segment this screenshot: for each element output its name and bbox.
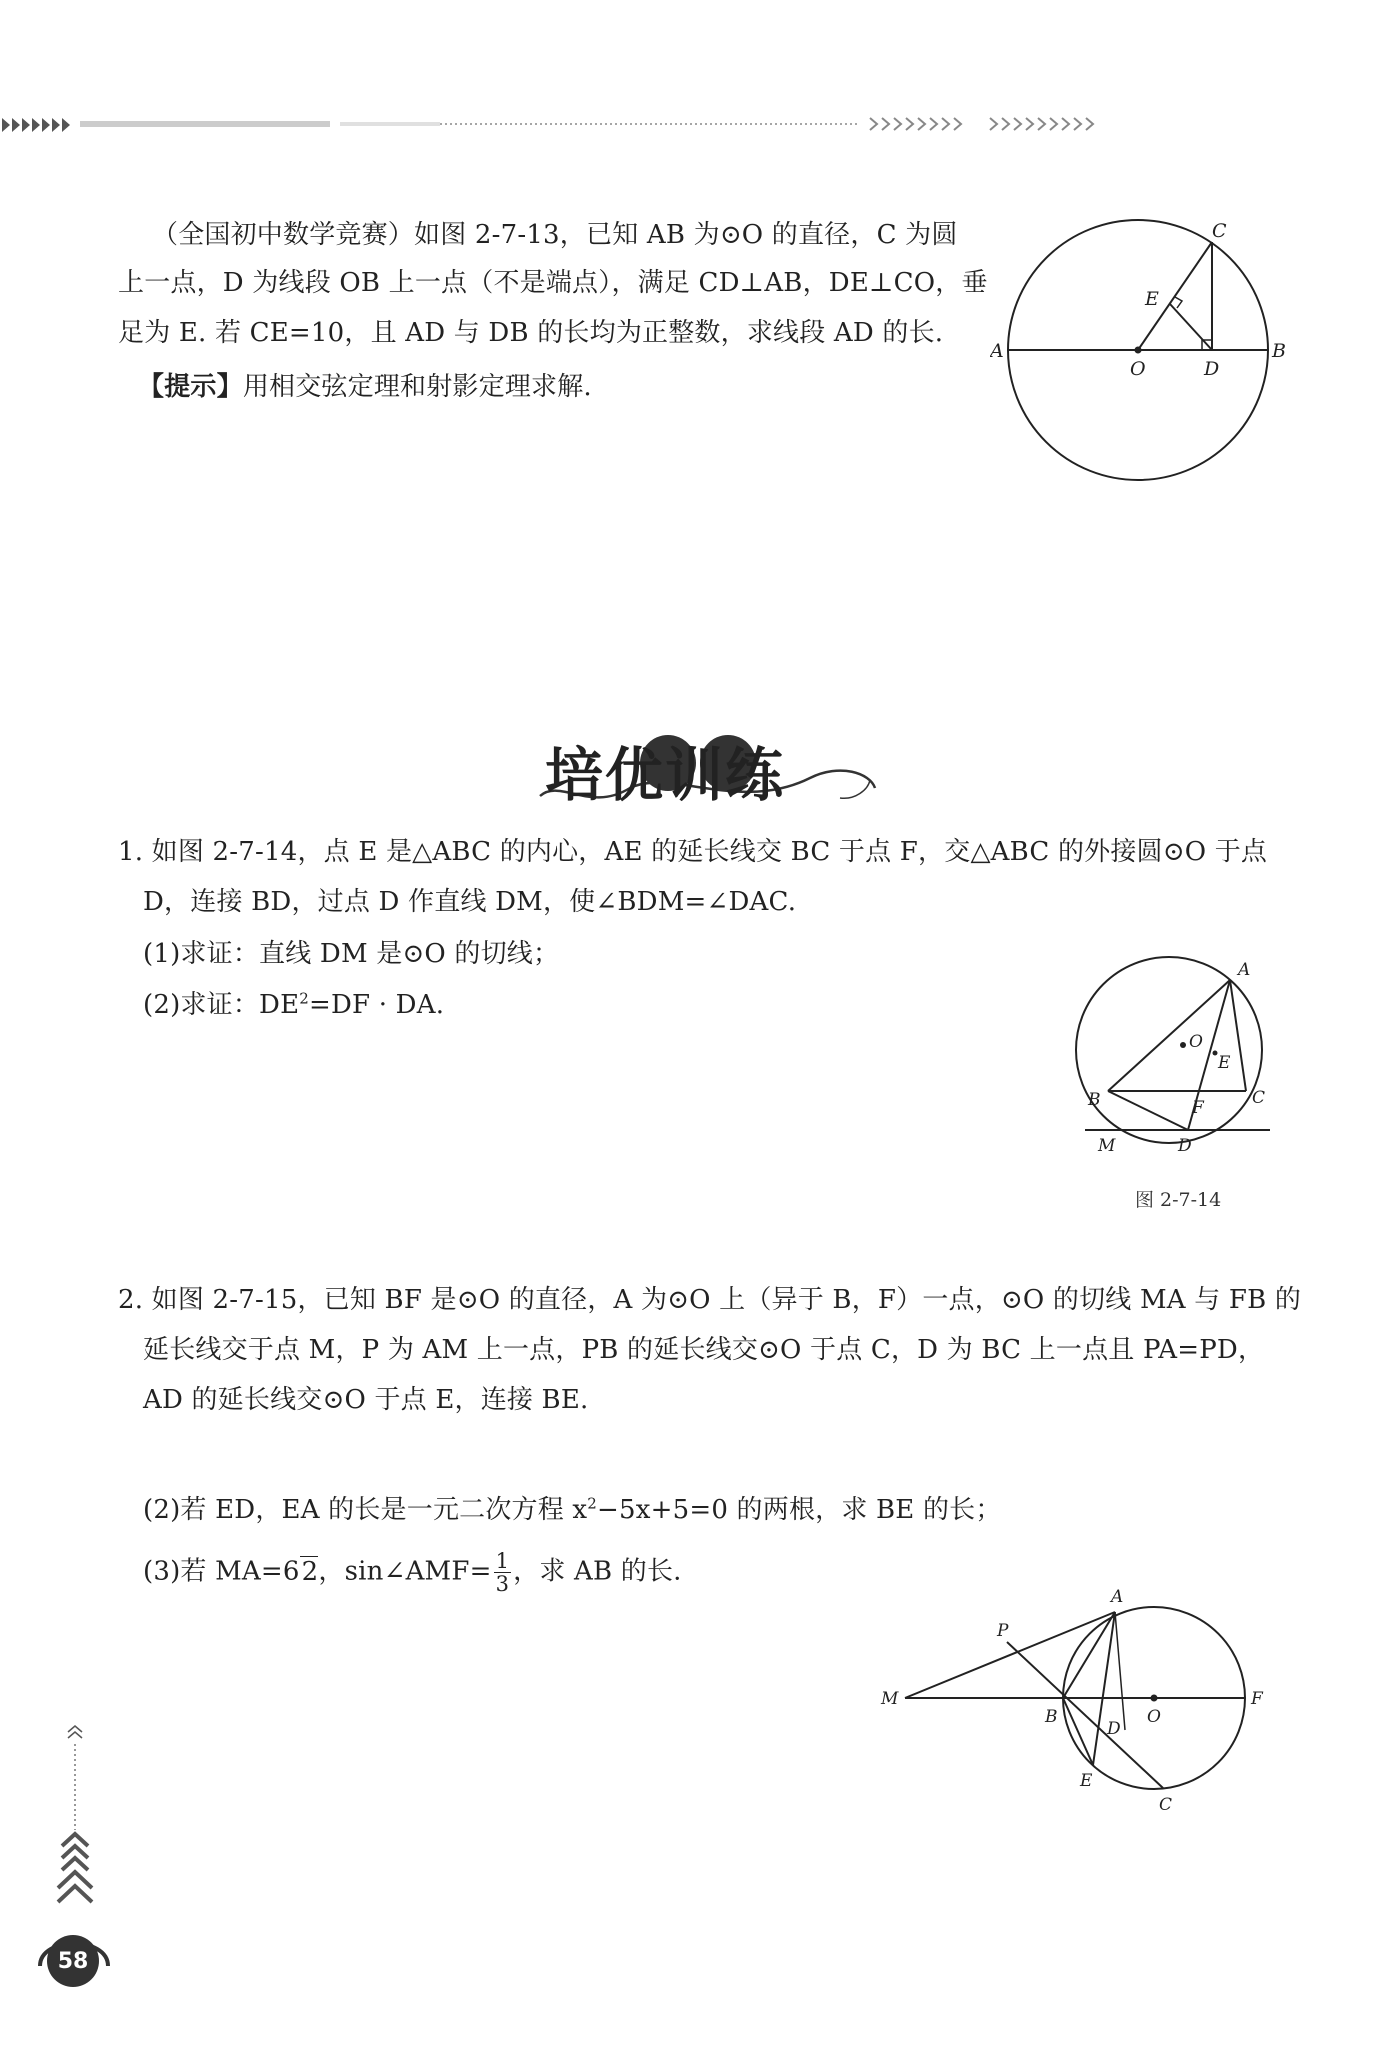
fig15-label-f: F [1251,1689,1263,1709]
q2-part3-c: ，求 AB 的长. [513,1556,682,1587]
margin-chevron-decoration [50,1720,100,1920]
q1-part2-sup: 2 [299,989,310,1008]
fig14-label-d: D [1178,1136,1192,1156]
figure-2-7-15 [875,1580,1295,1830]
fig13-label-a: A [990,340,1004,362]
q1-part1: (1)求证：直线 DM 是⊙O 的切线； [143,939,560,969]
fig13-label-d: D [1204,358,1220,380]
figure-2-7-14 [1070,955,1280,1165]
fig14-label-b: B [1088,1090,1101,1110]
q2-part3-sqrt: 2 [301,1556,319,1587]
q1-part2-a: (2)求证：DE [143,990,300,1020]
q2-line1: 2. 如图 2-7-15，已知 BF 是⊙O 的直径，A 为⊙O 上（异于 B，F）一点，⊙O 的切线 MA 与 FB 的 [118,1285,1302,1315]
fig14-label-c: C [1252,1088,1266,1108]
fig14-segment-ac [1230,980,1246,1091]
fig14-label-a: A [1238,960,1251,980]
header-arrow-band [0,110,1110,140]
fig15-label-p: P [997,1621,1009,1641]
fig15-label-e: E [1080,1771,1093,1791]
q2-part3-den: 3 [495,1572,510,1597]
q2-part3 [143,1550,682,1595]
q1-line2: D，连接 BD，过点 D 作直线 DM，使∠BDM=∠DAC. [143,887,797,917]
q2-part2-b: −5x+5=0 的两根，求 BE 的长； [597,1495,1002,1525]
fig14-label-m: M [1098,1136,1116,1156]
fig14-point-o [1180,1042,1186,1048]
fig15-label-b: B [1045,1707,1058,1727]
fig15-segment-ae [1093,1612,1115,1765]
fig15-label-o: O [1147,1707,1161,1727]
fig15-label-m: M [881,1689,899,1709]
hint-text: 用相交弦定理和射影定理求解. [242,372,592,402]
q2-part2 [143,1490,1002,1530]
q1-part2-b: =DF · DA. [309,990,445,1020]
fig15-tangent-ma [905,1612,1115,1698]
q2-part3-a: (3)若 MA=6 [143,1556,300,1587]
fig15-point-o [1151,1695,1158,1702]
fig13-label-c: C [1212,220,1227,242]
q2-part2-a: (2)若 ED，EA 的长是一元二次方程 x [143,1495,588,1525]
fig13-segment-de [1170,304,1212,350]
q1-part2 [143,985,444,1025]
fig15-label-d: D [1107,1719,1121,1739]
problem-top-hint [138,367,592,407]
fig13-right-angle-e [1175,297,1182,308]
fig15-label-c: C [1159,1795,1173,1815]
figure-2-7-13 [990,215,1310,490]
q2-line2: 延长线交于点 M，P 为 AM 上一点，PB 的延长线交⊙O 于点 C，D 为 BC 上一点且 PA=PD， [143,1335,1265,1365]
fig15-line-pc [1007,1642,1163,1788]
fig14-circle [1076,957,1262,1143]
section-title-text: 培优训练 [545,741,786,809]
q2-part3-num: 1 [495,1549,510,1573]
q2-part3-b: ，sin∠AMF= [318,1556,492,1587]
fig13-label-b: B [1272,340,1286,362]
problem-top-line2: 上一点，D 为线段 OB 上一点（不是端点），满足 CD⊥AB，DE⊥CO，垂 [118,268,988,298]
fig15-segment-af [1115,1612,1125,1730]
fig14-label-e: E [1218,1053,1231,1073]
page-number: 58 [47,1935,99,1987]
section-title [520,718,880,818]
fig13-label-e: E [1145,288,1159,310]
hint-tag: 【提示】 [138,372,243,402]
problem-top-line1: （全国初中数学竞赛）如图 2-7-13，已知 AB 为⊙O 的直径，C 为圆 [152,220,958,250]
q1-line1: 1. 如图 2-7-14，点 E 是△ABC 的内心，AE 的延长线交 BC 于点 F，交△ABC 的外接圆⊙O 于点 [118,837,1268,867]
fig14-segment-ab [1108,980,1230,1091]
fig14-label-f: F [1192,1098,1204,1118]
fig13-point-o [1135,347,1142,354]
fig15-segment-ab [1063,1612,1115,1698]
fig14-label-o: O [1189,1032,1203,1052]
problem-top-line3: 足为 E. 若 CE=10，且 AD 与 DB 的长均为正整数，求线段 AD 的长. [118,318,944,348]
q2-line3: AD 的延长线交⊙O 于点 E，连接 BE. [143,1385,589,1415]
figure-2-7-14-caption: 图 2-7-14 [1135,1189,1222,1211]
q2-part2-sup: 2 [587,1494,598,1513]
fig14-segment-bd [1108,1091,1188,1130]
fig14-point-e [1213,1051,1218,1056]
fig13-label-o: O [1130,358,1146,380]
fig15-label-a: A [1111,1587,1124,1607]
q2-part3-fraction [494,1550,512,1595]
